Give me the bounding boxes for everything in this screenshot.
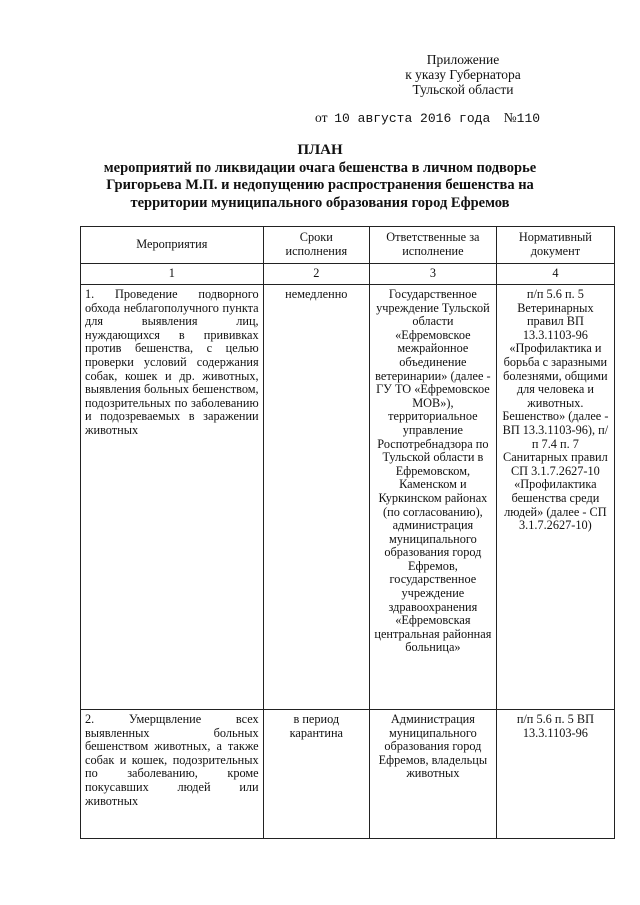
- decree-date: 10 августа 2016 года: [334, 111, 491, 126]
- appendix-line-3: Тульской области: [412, 82, 514, 97]
- appendix-line-2: к указу Губернатора: [405, 67, 521, 82]
- decree-number: 110: [516, 111, 541, 126]
- plan-table: [80, 226, 615, 839]
- row-activity: 2. Умерщвление всех выявленных больных бешенством животных, а также собак и кошек, подозрительных по заболеванию, кроме покусавших людей или животных: [81, 710, 264, 839]
- row-term: в период карантина: [263, 710, 369, 839]
- document-title: [60, 142, 580, 212]
- header-document: Нормативный документ: [496, 227, 614, 264]
- decree-from-label: от: [315, 110, 328, 125]
- header-responsible: Ответственные за исполнение: [370, 227, 497, 264]
- column-number: 2: [263, 264, 369, 285]
- appendix-line-1: Приложение: [426, 52, 500, 67]
- appendix-header: [378, 52, 548, 97]
- row-responsible: Государственное учреждение Тульской области «Ефремовское межрайонное объединение ветеринарии» (далее - ГУ ТО «Ефремовское МОВ»), территориальное управление Роспотребнадзора по Тульской области в Ефремовском, Каменском и Куркинском районах (по согласованию), администрация муниципального образования город Ефремов, государственное учреждение здравоохранения «Ефремовская центральная районная больница»: [370, 285, 497, 710]
- title-plan: ПЛАН: [297, 142, 343, 158]
- title-line-3: территории муниципального образования город Ефремов: [130, 194, 510, 211]
- row-document: п/п 5.6 п. 5 Ветеринарных правил ВП 13.3.1103-96 «Профилактика и борьба с заразными болезнями, общими для человека и животных. Бешенство» (далее - ВП 13.3.1103-96), п/п 7.4 п. 7 Санитарных правил СП 3.1.7.2627-10 «Профилактика бешенства среди людей» (далее - СП 3.1.7.2627-10): [496, 285, 614, 710]
- title-line-1: мероприятий по ликвидации очага бешенства в личном подворье: [103, 159, 537, 176]
- row-term: немедленно: [263, 285, 369, 710]
- table-header-row: [81, 227, 615, 264]
- table-row: [81, 710, 615, 839]
- table-row: [81, 285, 615, 710]
- row-activity: 1. Проведение подворного обхода неблагополучного пункта для выявления лиц, нуждающихся в прививках против бешенства, с целью проверки условий содержания собак, кошек и др. животных, выявления больных бешенством, подозрительных по заболеванию и подозреваемых в заражении животных: [81, 285, 264, 710]
- column-number: 3: [370, 264, 497, 285]
- row-responsible: Администрация муниципального образования город Ефремов, владельцы животных: [370, 710, 497, 839]
- header-activities: Мероприятия: [81, 227, 264, 264]
- header-terms: Сроки исполнения: [263, 227, 369, 264]
- decree-date-line: [315, 110, 540, 126]
- column-number: 4: [496, 264, 614, 285]
- table-number-row: [81, 264, 615, 285]
- title-line-2: Григорьева М.П. и недопущению распространения бешенства на: [106, 177, 534, 193]
- decree-number-label: №: [503, 110, 517, 125]
- column-number: 1: [81, 264, 264, 285]
- row-document: п/п 5.6 п. 5 ВП 13.3.1103-96: [496, 710, 614, 839]
